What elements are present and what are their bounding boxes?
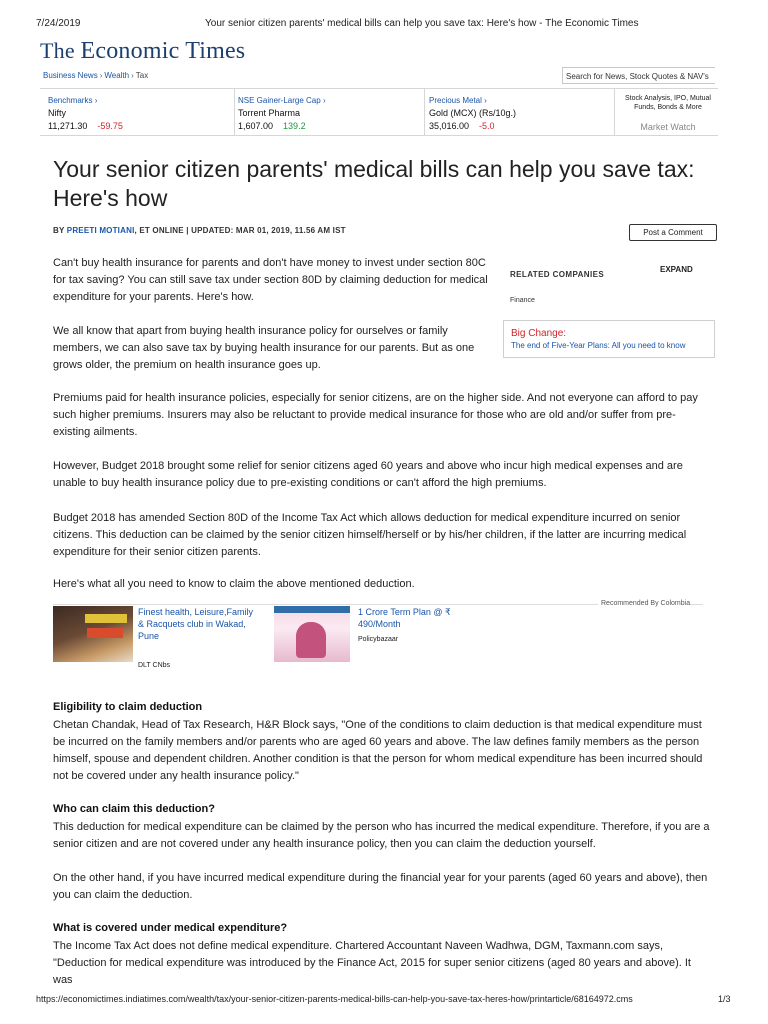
recommended-label: Recommended By Colombia bbox=[598, 600, 690, 607]
ad-image-club[interactable] bbox=[53, 606, 133, 662]
ad-link-term-plan[interactable]: 1 Crore Term Plan @ ₹ 490/Month bbox=[358, 607, 451, 629]
market-precious-metal[interactable] bbox=[429, 94, 516, 133]
footer-url: https://economictimes.indiatimes.com/wealth/tax/your-senior-citizen-parents-medical-bills-can-help-you-save-tax-heres-how/printarticle/68164972.cms bbox=[36, 994, 633, 1004]
market-watch-link[interactable]: Market Watch bbox=[640, 122, 696, 132]
paragraph: Chetan Chandak, Head of Tax Research, H&R Block says, "One of the conditions to claim deduction is that medical expenditure must be incurred on the family members and/or parents who are aged 60 years and above. The law defines family members as the person himself, spouse and dependent children. Another condition is that the person for whom medical expenditure has been incurred should not be covered under any health insurance policy." bbox=[53, 719, 703, 782]
market-name-gold: Gold (MCX) (Rs/10g.) bbox=[429, 108, 517, 118]
section-heading-who-can-claim: Who can claim this deduction? bbox=[53, 803, 215, 815]
big-change-link[interactable]: The end of Five-Year Plans: All you need to know bbox=[511, 341, 686, 350]
market-value: 11,271.30 bbox=[48, 121, 88, 131]
chevron-right-icon: › bbox=[484, 96, 487, 105]
logo-times: Times bbox=[185, 38, 246, 64]
byline bbox=[53, 226, 346, 235]
market-nse-gainer[interactable] bbox=[238, 94, 326, 133]
logo-the: The bbox=[40, 38, 81, 63]
related-company-finance[interactable]: Finance bbox=[510, 297, 535, 304]
market-head-precious-metal: Precious Metal bbox=[429, 96, 482, 105]
paragraph: We all know that apart from buying health insurance policy for ourselves or family members, we can also save tax by buying health insurance for our parents. But as one grows older, the premium on health insurance goes up. bbox=[53, 325, 475, 371]
print-title: Your senior citizen parents' medical bills can help you save tax: Here's how - The Economic Times bbox=[205, 18, 639, 29]
search-input[interactable]: Search for News, Stock Quotes & NAV's bbox=[562, 67, 715, 84]
author-link[interactable]: PREETI MOTIANI bbox=[66, 226, 135, 235]
chevron-right-icon: › bbox=[322, 96, 326, 105]
ad-source: DLT CNbs bbox=[138, 662, 171, 669]
paragraph-intro: Can't buy health insurance for parents and don't have money to invest under section 80C for tax saving? You can still save tax under section 80D by claiming deduction for medical expenditure for your parents. Here's how. bbox=[53, 257, 488, 303]
market-value: 35,016.00 bbox=[429, 121, 470, 131]
print-date: 7/24/2019 bbox=[36, 18, 81, 29]
divider bbox=[234, 89, 235, 135]
paragraph: Premiums paid for health insurance policies, especially for senior citizens, are on the higher side. And not everyone can afford to pay such higher premiums. Insurers may also be reluctant to provide medical insurance for those who are old and/or suffer from pre-existing ailments. bbox=[53, 392, 698, 438]
breadcrumb-tax[interactable]: Tax bbox=[135, 71, 149, 80]
market-name-torrent: Torrent Pharma bbox=[238, 108, 301, 118]
paragraph: Budget 2018 has amended Section 80D of the Income Tax Act which allows deduction for medical expenditure incurred on senior citizens. This deduction can be claimed by the senior citizen himself/herself or by his/her children, if the latter are incurring medical expenditure for their senior citizen parents. bbox=[53, 512, 687, 558]
divider bbox=[424, 89, 425, 135]
site-logo[interactable] bbox=[40, 38, 245, 65]
page-number: 1/3 bbox=[718, 994, 731, 1004]
related-companies-title: RELATED COMPANIES bbox=[510, 270, 605, 279]
big-change-label: Big Change: bbox=[511, 328, 567, 339]
market-head-benchmarks: Benchmarks bbox=[48, 96, 93, 105]
paragraph: On the other hand, if you have incurred medical expenditure during the financial year for your parents (aged 60 years and above), then you can claim the deduction. bbox=[53, 872, 708, 901]
big-change-box[interactable] bbox=[503, 320, 715, 358]
paragraph: Here's what all you need to know to claim the above mentioned deduction. bbox=[53, 578, 415, 590]
logo-economic: Economic bbox=[80, 38, 186, 64]
chevron-right-icon: › bbox=[94, 96, 98, 105]
ad-source: Policybazaar bbox=[358, 636, 399, 643]
paragraph: The Income Tax Act does not define medical expenditure. Chartered Accountant Naveen Wadhwa, DGM, Taxmann.com says, "Deduction for medical expenditure was introduced by the Finance Act, 2015 for super senior citizens (aged 80 years and above). It was bbox=[53, 940, 691, 986]
market-name-nifty: Nifty bbox=[48, 108, 66, 118]
market-head-nse-gainer: NSE Gainer-Large Cap bbox=[238, 96, 321, 105]
byline-meta: , ET ONLINE | UPDATED: MAR 01, 2019, 11.56 AM IST bbox=[134, 226, 346, 235]
breadcrumb-wealth[interactable]: Wealth bbox=[104, 71, 130, 80]
market-change: -59.75 bbox=[97, 121, 123, 131]
divider bbox=[614, 89, 615, 135]
section-heading-eligibility: Eligibility to claim deduction bbox=[53, 701, 203, 713]
paragraph: This deduction for medical expenditure can be claimed by the person who has incurred the medical expenditure. Therefore, if you are a senior citizen and are not covered under any health insurance policy, then you can claim the deduction yourself. bbox=[53, 821, 710, 850]
market-value: 1,607.00 bbox=[238, 121, 274, 131]
breadcrumb: Business News › Wealth › Tax bbox=[43, 71, 149, 80]
post-comment-button[interactable]: Post a Comment bbox=[629, 224, 717, 241]
byline-prefix: BY bbox=[53, 226, 67, 235]
breadcrumb-business-news[interactable]: Business News bbox=[43, 71, 98, 80]
section-heading-medical-expenditure: What is covered under medical expenditure? bbox=[53, 922, 288, 934]
ad-image-term-plan[interactable] bbox=[274, 606, 350, 662]
ad-link-club[interactable]: Finest health, Leisure,Family & Racquets club in Wakad, Pune bbox=[138, 607, 254, 641]
article-headline: Your senior citizen parents' medical bills can help you save tax: Here's how bbox=[53, 156, 695, 211]
market-change: -5.0 bbox=[479, 121, 495, 131]
market-benchmarks[interactable] bbox=[48, 94, 123, 133]
market-change: 139.2 bbox=[283, 121, 306, 131]
paragraph: However, Budget 2018 brought some relief for senior citizens aged 60 years and above who incur high medical expenses and are unable to buy health insurance policy due to pre-existing conditions or can't afford the high premiums. bbox=[53, 460, 683, 489]
stock-analysis-link[interactable]: Stock Analysis, IPO, Mutual Funds, Bonds & More bbox=[625, 95, 711, 111]
market-strip bbox=[40, 88, 718, 136]
expand-button[interactable]: EXPAND bbox=[660, 265, 693, 274]
